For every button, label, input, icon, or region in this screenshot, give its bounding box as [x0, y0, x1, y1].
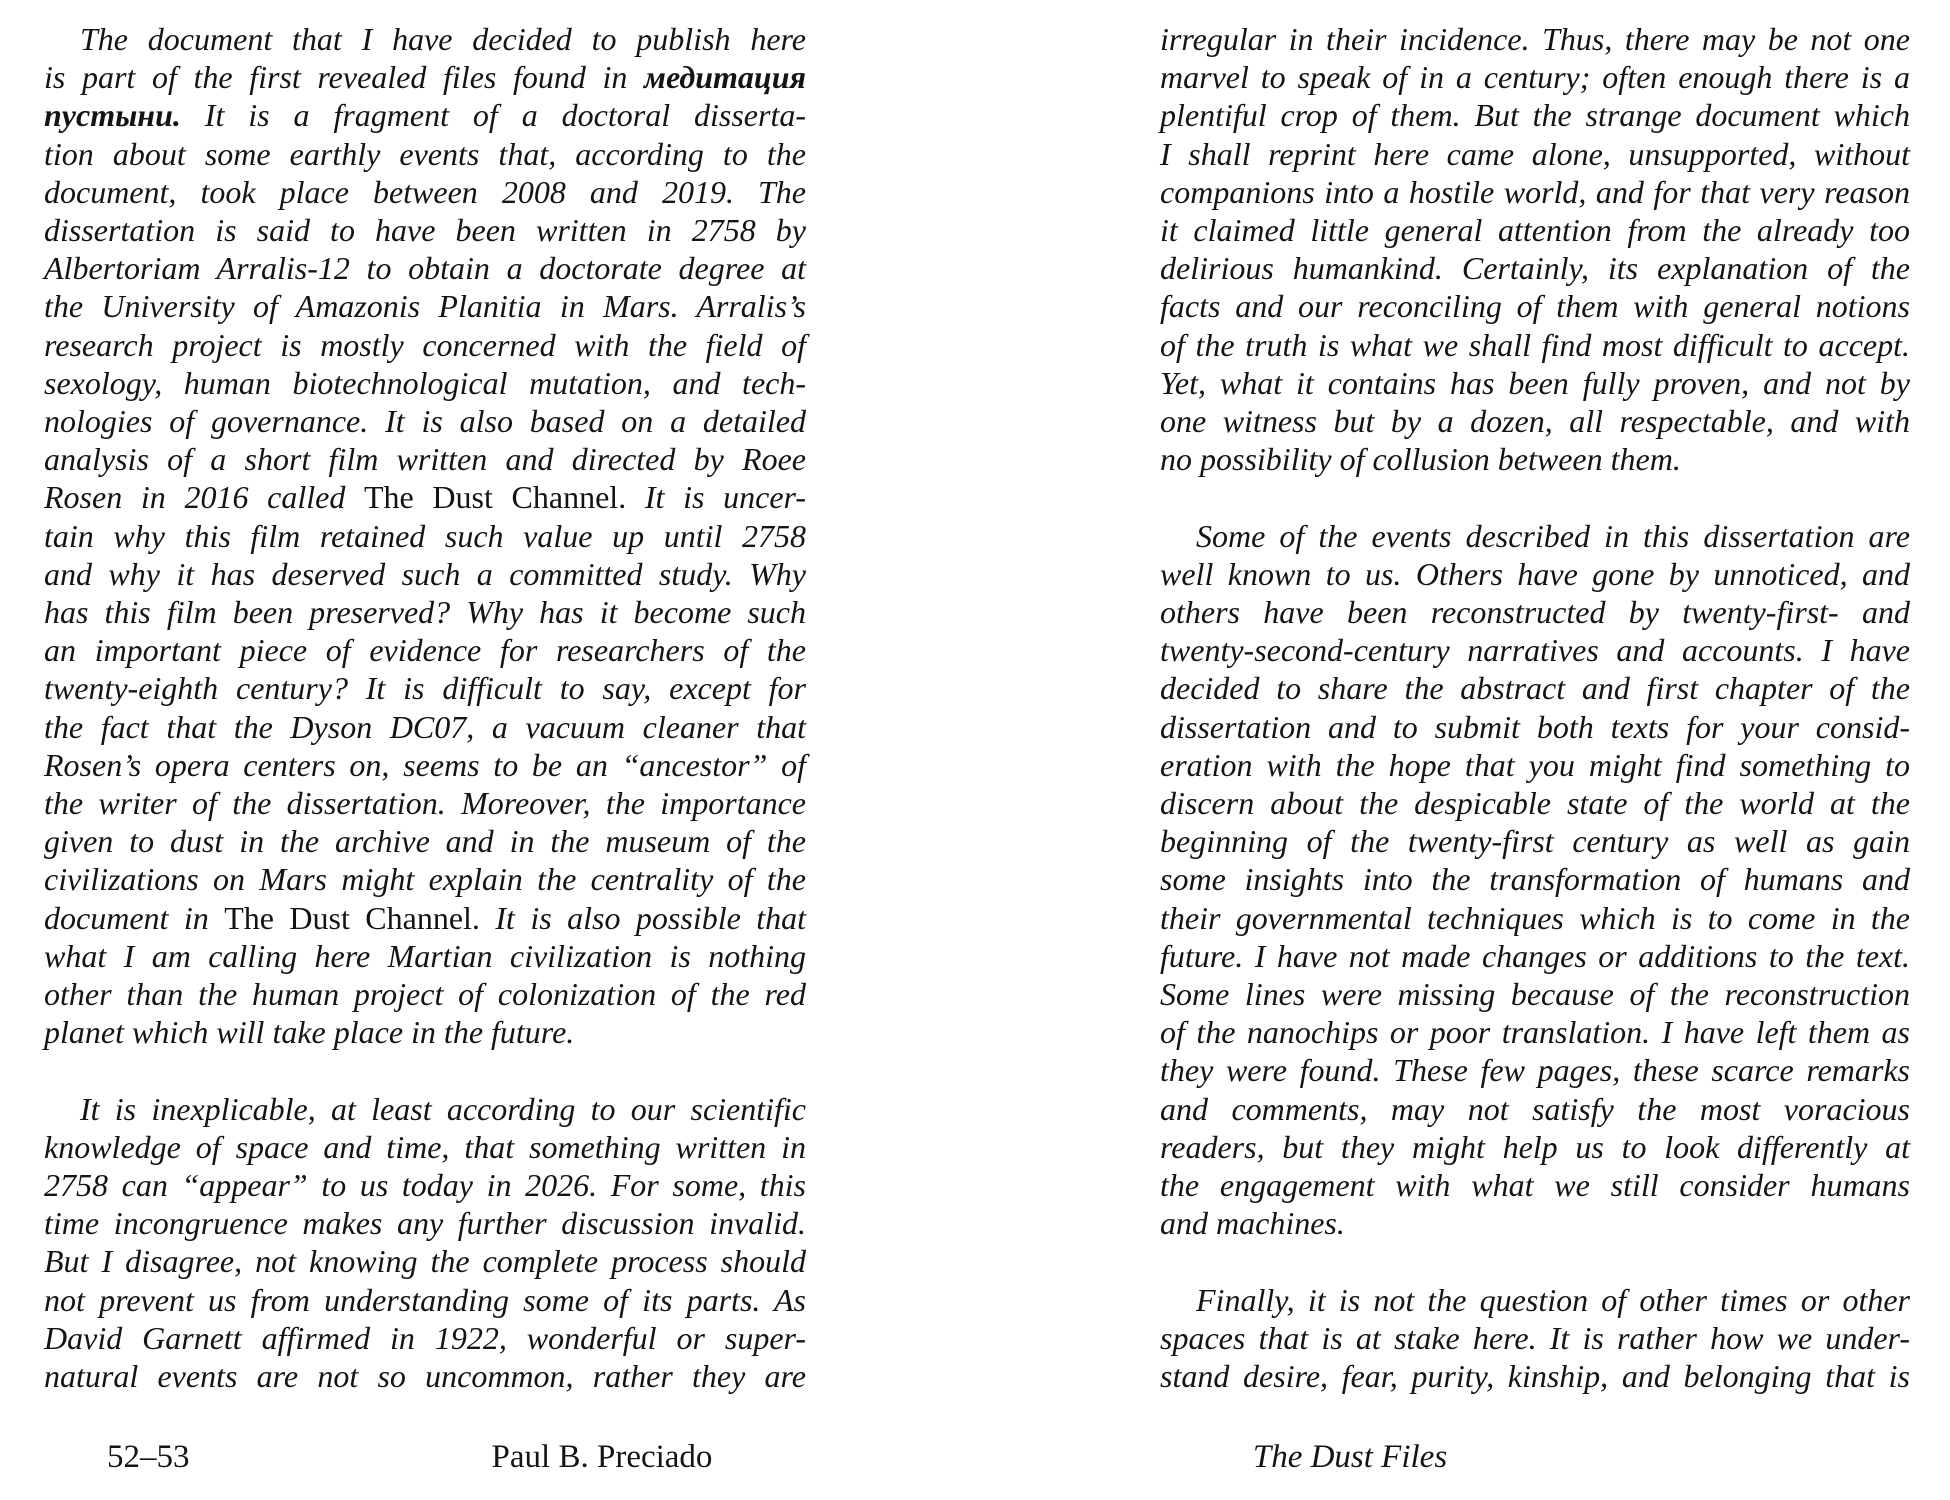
text-line	[44, 1357, 806, 1395]
text-segment: the writer of the dissertation. Moreover, the importance	[44, 785, 806, 822]
text-line	[1160, 1051, 1910, 1089]
text-segment: of the truth is what we shall find most difficult to accept.	[1160, 326, 1910, 363]
text-line	[44, 631, 806, 669]
text-line	[1160, 135, 1910, 173]
text-line	[1160, 1013, 1910, 1051]
text-segment: dissertation is said to have been written in 2758 by	[44, 212, 806, 249]
text-segment: the engagement with what we still consider humans	[1160, 1167, 1910, 1204]
text-segment: document in	[44, 899, 225, 936]
text-segment: The Dust Channel.	[224, 899, 496, 936]
paragraph	[1160, 517, 1910, 1243]
text-line	[1160, 1090, 1910, 1128]
text-line	[44, 1242, 806, 1280]
text-line	[1160, 211, 1910, 249]
text-segment: knowledge of space and time, that something written in	[44, 1128, 806, 1165]
text-line	[44, 669, 806, 707]
text-segment: twenty-second-century narratives and accounts. I have	[1160, 632, 1910, 669]
text-line	[1160, 708, 1910, 746]
text-segment: twenty-eighth century? It is difficult to say, except for	[44, 670, 806, 707]
text-segment: given to dust in the archive and in the museum of the	[44, 823, 806, 860]
text-line	[1160, 173, 1910, 211]
text-segment: 2758 can “appear” to us today in 2026. For some, this	[44, 1167, 806, 1204]
text-line	[1160, 517, 1910, 555]
text-line	[44, 593, 806, 631]
text-line	[1160, 1166, 1910, 1204]
text-line	[44, 937, 806, 975]
text-line	[1160, 364, 1910, 402]
text-line	[1160, 746, 1910, 784]
text-segment: what I am calling here Martian civilization is nothing	[44, 937, 806, 974]
text-line	[1160, 402, 1910, 440]
text-line	[44, 1166, 806, 1204]
text-line	[44, 287, 806, 325]
text-line	[44, 555, 806, 593]
text-line	[44, 326, 806, 364]
text-segment: their governmental techniques which is to come in the	[1160, 899, 1910, 936]
text-line	[44, 1128, 806, 1166]
text-segment: dissertation and to submit both texts for your consid-	[1160, 708, 1910, 745]
text-line	[44, 746, 806, 784]
text-segment: is part of the first revealed files found in	[44, 59, 645, 96]
text-line	[1160, 555, 1910, 593]
text-segment: discern about the despicable state of the world at the	[1160, 785, 1910, 822]
text-segment: plentiful crop of them. But the strange document which	[1160, 97, 1910, 134]
text-segment: eration with the hope that you might find something to	[1160, 746, 1910, 783]
text-segment: Some of the events described in this dissertation are	[1196, 517, 1910, 554]
text-segment: and machines.	[1160, 1205, 1345, 1242]
text-segment: the University of Amazonis Planitia in Mars. Arralis’s	[44, 288, 806, 325]
text-line	[44, 1204, 806, 1242]
text-segment: пустыни.	[44, 97, 205, 134]
text-line	[1160, 860, 1910, 898]
text-segment: beginning of the twenty-first century as well as gain	[1160, 823, 1910, 860]
text-segment: But I disagree, not knowing the complete process should	[44, 1243, 806, 1280]
page-number: 52–53	[107, 1439, 190, 1475]
text-segment: David Garnett affirmed in 1922, wonderful or super-	[44, 1319, 806, 1356]
text-line	[1160, 1357, 1910, 1395]
text-line	[44, 211, 806, 249]
text-line	[44, 1013, 806, 1051]
text-segment: Some lines were missing because of the reconstruction	[1160, 976, 1910, 1013]
text-segment: It is inexplicable, at least according to our scientific	[80, 1090, 806, 1127]
text-line	[1160, 784, 1910, 822]
text-segment: marvel to speak of in a century; often enough there is a	[1160, 59, 1910, 96]
text-segment: document, took place between 2008 and 2019. The	[44, 173, 806, 210]
text-segment: and comments, may not satisfy the most voracious	[1160, 1090, 1910, 1127]
text-line	[44, 96, 806, 134]
text-segment: It is uncer-	[644, 479, 807, 516]
text-segment: Albertoriam Arralis-12 to obtain a doctorate degree at	[44, 250, 806, 287]
text-segment: civilizations on Mars might explain the centrality of the	[44, 861, 806, 898]
text-segment: delirious humankind. Certainly, its explanation of the	[1160, 250, 1910, 287]
footer-author: Paul B. Preciado	[491, 1439, 713, 1475]
text-line	[44, 20, 806, 58]
text-segment: research project is mostly concerned with the field of	[44, 326, 806, 363]
text-segment: tain why this film retained such value up until 2758	[44, 517, 806, 554]
paragraph	[1160, 20, 1910, 478]
text-segment: no possibility of collusion between them.	[1160, 441, 1681, 478]
text-line	[44, 478, 806, 516]
text-line	[1160, 58, 1910, 96]
text-line	[1160, 899, 1910, 937]
paragraph	[44, 20, 806, 1051]
text-line	[1160, 1204, 1910, 1242]
text-segment: decided to share the abstract and first chapter of the	[1160, 670, 1910, 707]
text-line	[44, 1090, 806, 1128]
text-line	[44, 440, 806, 478]
text-segment: natural events are not so uncommon, rather they are	[44, 1358, 806, 1395]
text-segment: not prevent us from understanding some of its parts. As	[44, 1281, 806, 1318]
right-text-column	[1160, 20, 1910, 1395]
text-segment: the fact that the Dyson DC07, a vacuum cleaner that	[44, 708, 806, 745]
text-line	[44, 135, 806, 173]
text-segment: of the nanochips or poor translation. I have left them as	[1160, 1014, 1910, 1051]
text-line	[1160, 1319, 1910, 1357]
text-segment: has this film been preserved? Why has it become such	[44, 594, 806, 631]
text-segment: future. I have not made changes or additions to the text.	[1160, 937, 1910, 974]
paragraph	[1160, 1281, 1910, 1396]
text-segment: facts and our reconciling of them with general notions	[1160, 288, 1910, 325]
text-line	[1160, 20, 1910, 58]
text-line	[44, 517, 806, 555]
text-segment: analysis of a short film written and directed by Roee	[44, 441, 806, 478]
text-line	[1160, 96, 1910, 134]
text-line	[1160, 593, 1910, 631]
text-segment: one witness but by a dozen, all respectable, and with	[1160, 403, 1910, 440]
text-line	[1160, 975, 1910, 1013]
text-segment: stand desire, fear, purity, kinship, and belonging that is	[1160, 1358, 1910, 1395]
text-line	[1160, 937, 1910, 975]
text-line	[44, 860, 806, 898]
text-segment: irregular in their incidence. Thus, there may be not one	[1160, 21, 1910, 57]
text-line	[44, 899, 806, 937]
text-line	[1160, 822, 1910, 860]
text-segment: spaces that is at stake here. It is rather how we under-	[1160, 1319, 1910, 1356]
text-segment: Rosen’s opera centers on, seems to be an “ancestor” of	[44, 746, 806, 783]
text-segment: sexology, human biotechnological mutation, and tech-	[44, 364, 806, 401]
text-line	[44, 402, 806, 440]
text-line	[44, 249, 806, 287]
text-segment: some insights into the transformation of humans and	[1160, 861, 1910, 898]
text-segment: The document that I have decided to publish here	[80, 21, 806, 57]
text-segment: Rosen in 2016 called	[44, 479, 364, 516]
text-segment: The Dust Channel.	[364, 479, 645, 516]
text-segment: and why it has deserved such a committed study. Why	[44, 555, 806, 592]
text-segment: tion about some earthly events that, according to the	[44, 135, 806, 172]
text-line	[44, 1281, 806, 1319]
text-line	[1160, 440, 1910, 478]
text-line	[44, 784, 806, 822]
text-line	[44, 975, 806, 1013]
text-line	[1160, 249, 1910, 287]
text-segment: Finally, it is not the question of other times or other	[1196, 1281, 1910, 1318]
text-segment: other than the human project of colonization of the red	[44, 976, 806, 1013]
text-line	[44, 173, 806, 211]
text-line	[1160, 287, 1910, 325]
paragraph	[44, 1090, 806, 1396]
text-line	[44, 58, 806, 96]
text-segment: companions into a hostile world, and for that very reason	[1160, 173, 1910, 210]
left-text-column	[44, 20, 806, 1395]
text-line	[1160, 631, 1910, 669]
text-line	[44, 708, 806, 746]
text-segment: it claimed little general attention from the already too	[1160, 212, 1910, 249]
text-line	[1160, 326, 1910, 364]
text-line	[44, 822, 806, 860]
footer-running-title: The Dust Files	[1252, 1439, 1448, 1475]
text-segment: медитация	[644, 59, 806, 96]
text-line	[44, 364, 806, 402]
text-segment: readers, but they might help us to look differently at	[1160, 1128, 1910, 1165]
text-segment: It is a fragment of a doctoral disserta-	[204, 97, 806, 134]
text-line	[1160, 1281, 1910, 1319]
text-segment: an important piece of evidence for researchers of the	[44, 632, 806, 669]
text-segment: nologies of governance. It is also based on a detailed	[44, 403, 806, 440]
text-line	[1160, 1128, 1910, 1166]
text-segment: time incongruence makes any further discussion invalid.	[44, 1205, 806, 1242]
text-segment: planet which will take place in the future.	[44, 1014, 575, 1051]
text-line	[44, 1319, 806, 1357]
text-line	[1160, 669, 1910, 707]
text-segment: others have been reconstructed by twenty-first- and	[1160, 594, 1910, 631]
text-segment: well known to us. Others have gone by unnoticed, and	[1160, 555, 1910, 592]
text-segment: I shall reprint here came alone, unsupported, without	[1160, 135, 1910, 172]
text-segment: Yet, what it contains has been fully proven, and not by	[1160, 364, 1910, 401]
text-segment: It is also possible that	[495, 899, 807, 936]
text-segment: they were found. These few pages, these scarce remarks	[1160, 1052, 1910, 1089]
